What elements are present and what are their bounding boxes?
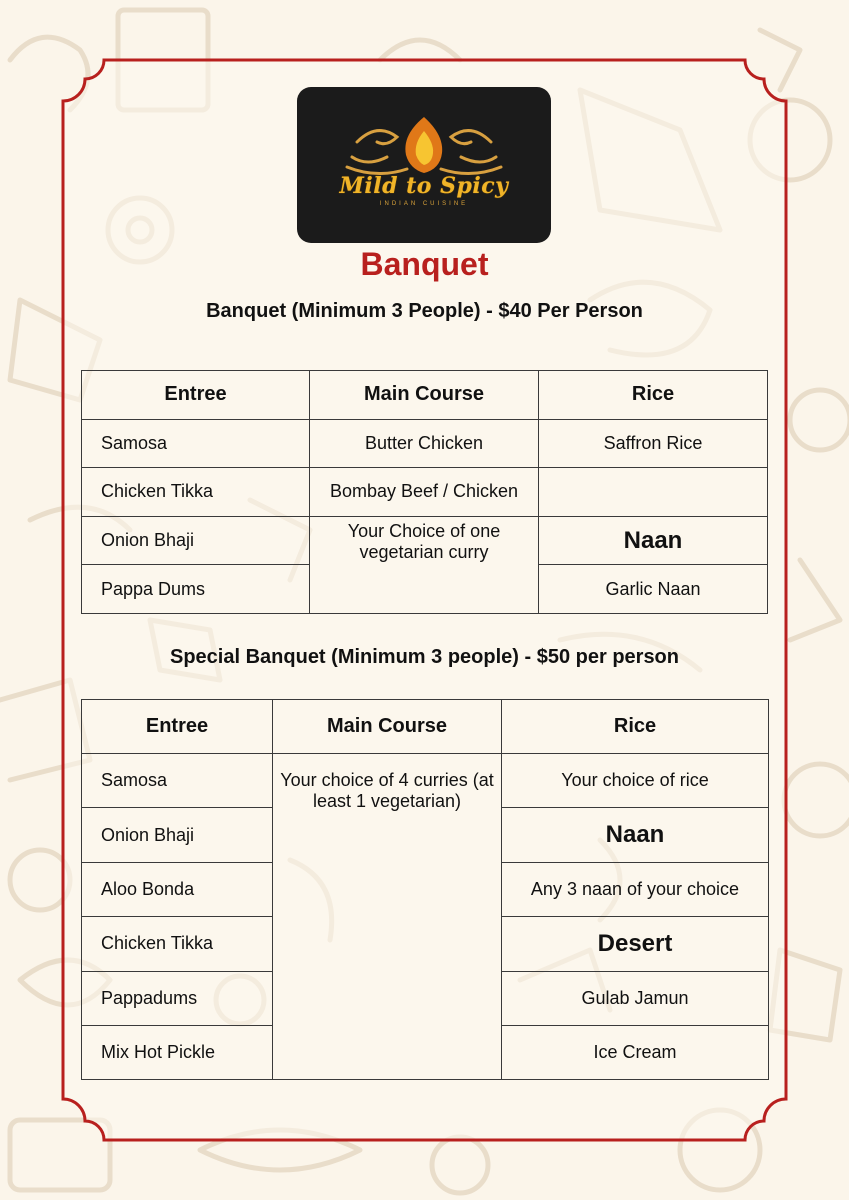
flame-emblem-icon — [297, 87, 551, 243]
rice-section-heading: Naan — [502, 808, 769, 862]
table-row — [82, 516, 768, 565]
desert-section-heading: Desert — [502, 917, 769, 971]
entree-item: Pappa Dums — [82, 565, 310, 614]
desert-item: Ice Cream — [502, 1025, 769, 1079]
header-main-course: Main Course — [273, 700, 502, 754]
desert-item: Gulab Jamun — [502, 971, 769, 1025]
table-row — [82, 419, 768, 468]
main-course-item: Your Choice of one vegetarian curry — [310, 516, 539, 613]
header-entree: Entree — [82, 371, 310, 420]
logo-script-text: Mild to Spicy — [339, 173, 509, 199]
table-row — [82, 468, 768, 517]
rice-section-heading: Naan — [539, 516, 768, 565]
rice-item: Any 3 naan of your choice — [502, 862, 769, 916]
header-rice: Rice — [539, 371, 768, 420]
header-entree: Entree — [82, 700, 273, 754]
header-rice: Rice — [502, 700, 769, 754]
entree-item: Samosa — [82, 754, 273, 808]
page-title: Banquet — [360, 246, 489, 282]
rice-item: Saffron Rice — [539, 419, 768, 468]
special-banquet-subtitle: Special Banquet (Minimum 3 people) - $50 per person — [170, 646, 679, 668]
restaurant-logo — [297, 87, 551, 243]
banquet-subtitle: Banquet (Minimum 3 People) - $40 Per Person — [206, 300, 643, 322]
header-main-course: Main Course — [310, 371, 539, 420]
banquet-table — [81, 370, 768, 614]
entree-item: Chicken Tikka — [82, 917, 273, 971]
entree-item: Mix Hot Pickle — [82, 1025, 273, 1079]
logo-subtitle: INDIAN CUISINE — [379, 201, 469, 207]
rice-item — [539, 468, 768, 517]
main-course-item: Bombay Beef / Chicken — [310, 468, 539, 517]
entree-item: Samosa — [82, 419, 310, 468]
table-header-row — [82, 700, 769, 754]
entree-item: Onion Bhaji — [82, 516, 310, 565]
entree-item: Onion Bhaji — [82, 808, 273, 862]
entree-item: Pappadums — [82, 971, 273, 1025]
main-course-item: Your choice of 4 curries (at least 1 vegetarian) — [273, 754, 502, 1080]
main-course-item: Butter Chicken — [310, 419, 539, 468]
special-banquet-table — [81, 699, 769, 1080]
table-header-row — [82, 371, 768, 420]
rice-item: Garlic Naan — [539, 565, 768, 614]
entree-item: Aloo Bonda — [82, 862, 273, 916]
table-row — [82, 754, 769, 808]
rice-item: Your choice of rice — [502, 754, 769, 808]
entree-item: Chicken Tikka — [82, 468, 310, 517]
